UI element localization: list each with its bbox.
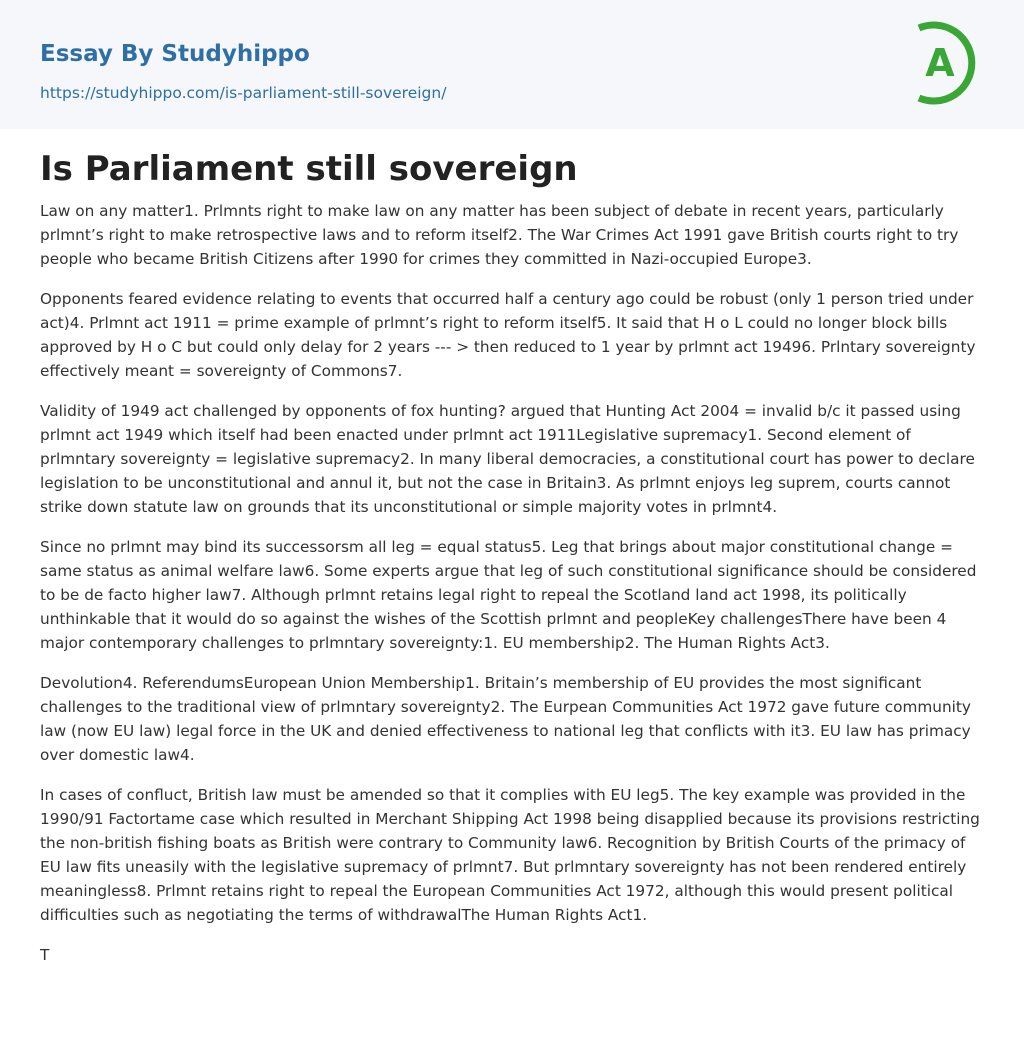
paragraph-7: T [40, 946, 50, 964]
page-url-link[interactable]: https://studyhippo.com/is-parliament-still-sovereign/ [40, 84, 447, 102]
paragraph-2: Opponents feared evidence relating to events that occurred half a century ago could be robust (only 1 person tried under act)4. Prlmnt act 1911 = prime example of prlmnt’s right to reform itself5. It said that H o L could no longer block bills approved by H o C but could only delay for 2 years --- > then reduced to 1 year by prlmnt act 19496. Prlntary sovereignty effectively meant = sovereignty of Commons7. [40, 290, 976, 380]
paragraph-1: Law on any matter1. Prlmnts right to make law on any matter has been subject of debate in recent years, particularly prlmnt’s right to make retrospective laws and to reform itself2. The War Crimes Act 1991 gave British courts right to try people who became British Citizens after 1990 for crimes they committed in Nazi-occupied Europe3. [40, 202, 959, 268]
logo-letter: A [925, 41, 955, 85]
paragraph-4: Since no prlmnt may bind its successorsm all leg = equal status5. Leg that brings about major constitutional change = same status as animal welfare law6. Some experts argue that leg of such constitutional significance should be considered to be de facto higher law7. Although prlmnt retains legal right to repeal the Scotland land act 1998, its politically unthinkable that it would do so against the wishes of the Scottish prlmnt and peopleKey challengesThere have been 4 major contemporary challenges to prlmntary sovereignty:1. EU membership2. The Human Rights Act3. [40, 538, 977, 652]
article [0, 129, 1024, 967]
paragraph-6: In cases of confluct, British law must be amended so that it complies with EU leg5. The key example was provided in the 1990/91 Factortame case which resulted in Merchant Shipping Act 1998 being disapplied because its provisions restricting the non-british fishing boats as British were contrary to Community law6. Recognition by British Courts of the primacy of EU law fits uneasily with the legislative supremacy of prlmnt7. But prlmntary sovereignty has not been rendered entirely meaningless8. Prlmnt retains right to repeal the European Communities Act 1972, although this would present political difficulties such as negotiating the terms of withdrawalThe Human Rights Act1. [40, 786, 980, 924]
studyhippo-logo-icon[interactable] [911, 20, 987, 106]
paragraph-5: Devolution4. ReferendumsEuropean Union Membership1. Britain’s membership of EU provides the most significant challenges to the traditional view of prlmntary sovereignty2. The Eurpean Communities Act 1972 gave future community law (now EU law) legal force in the UK and denied effectiveness to national leg that conflicts with it3. EU law has primacy over domestic law4. [40, 674, 971, 764]
site-brand[interactable]: Essay By Studyhippo [40, 41, 310, 67]
page-title: Is Parliament still sovereign [40, 149, 578, 189]
site-header [0, 0, 1024, 129]
paragraph-3: Validity of 1949 act challenged by opponents of fox hunting? argued that Hunting Act 2004 = invalid b/c it passed using prlmnt act 1949 which itself had been enacted under prlmnt act 1911Legislative supremacy1. Second element of prlmntary sovereignty = legislative supremacy2. In many liberal democracies, a constitutional court has power to declare legislation to be unconstitutional and annul it, but not the case in Britain3. As prlmnt enjoys leg suprem, courts cannot strike down statute law on grounds that its unconstitutional or simple majority votes in prlmnt4. [40, 402, 975, 516]
